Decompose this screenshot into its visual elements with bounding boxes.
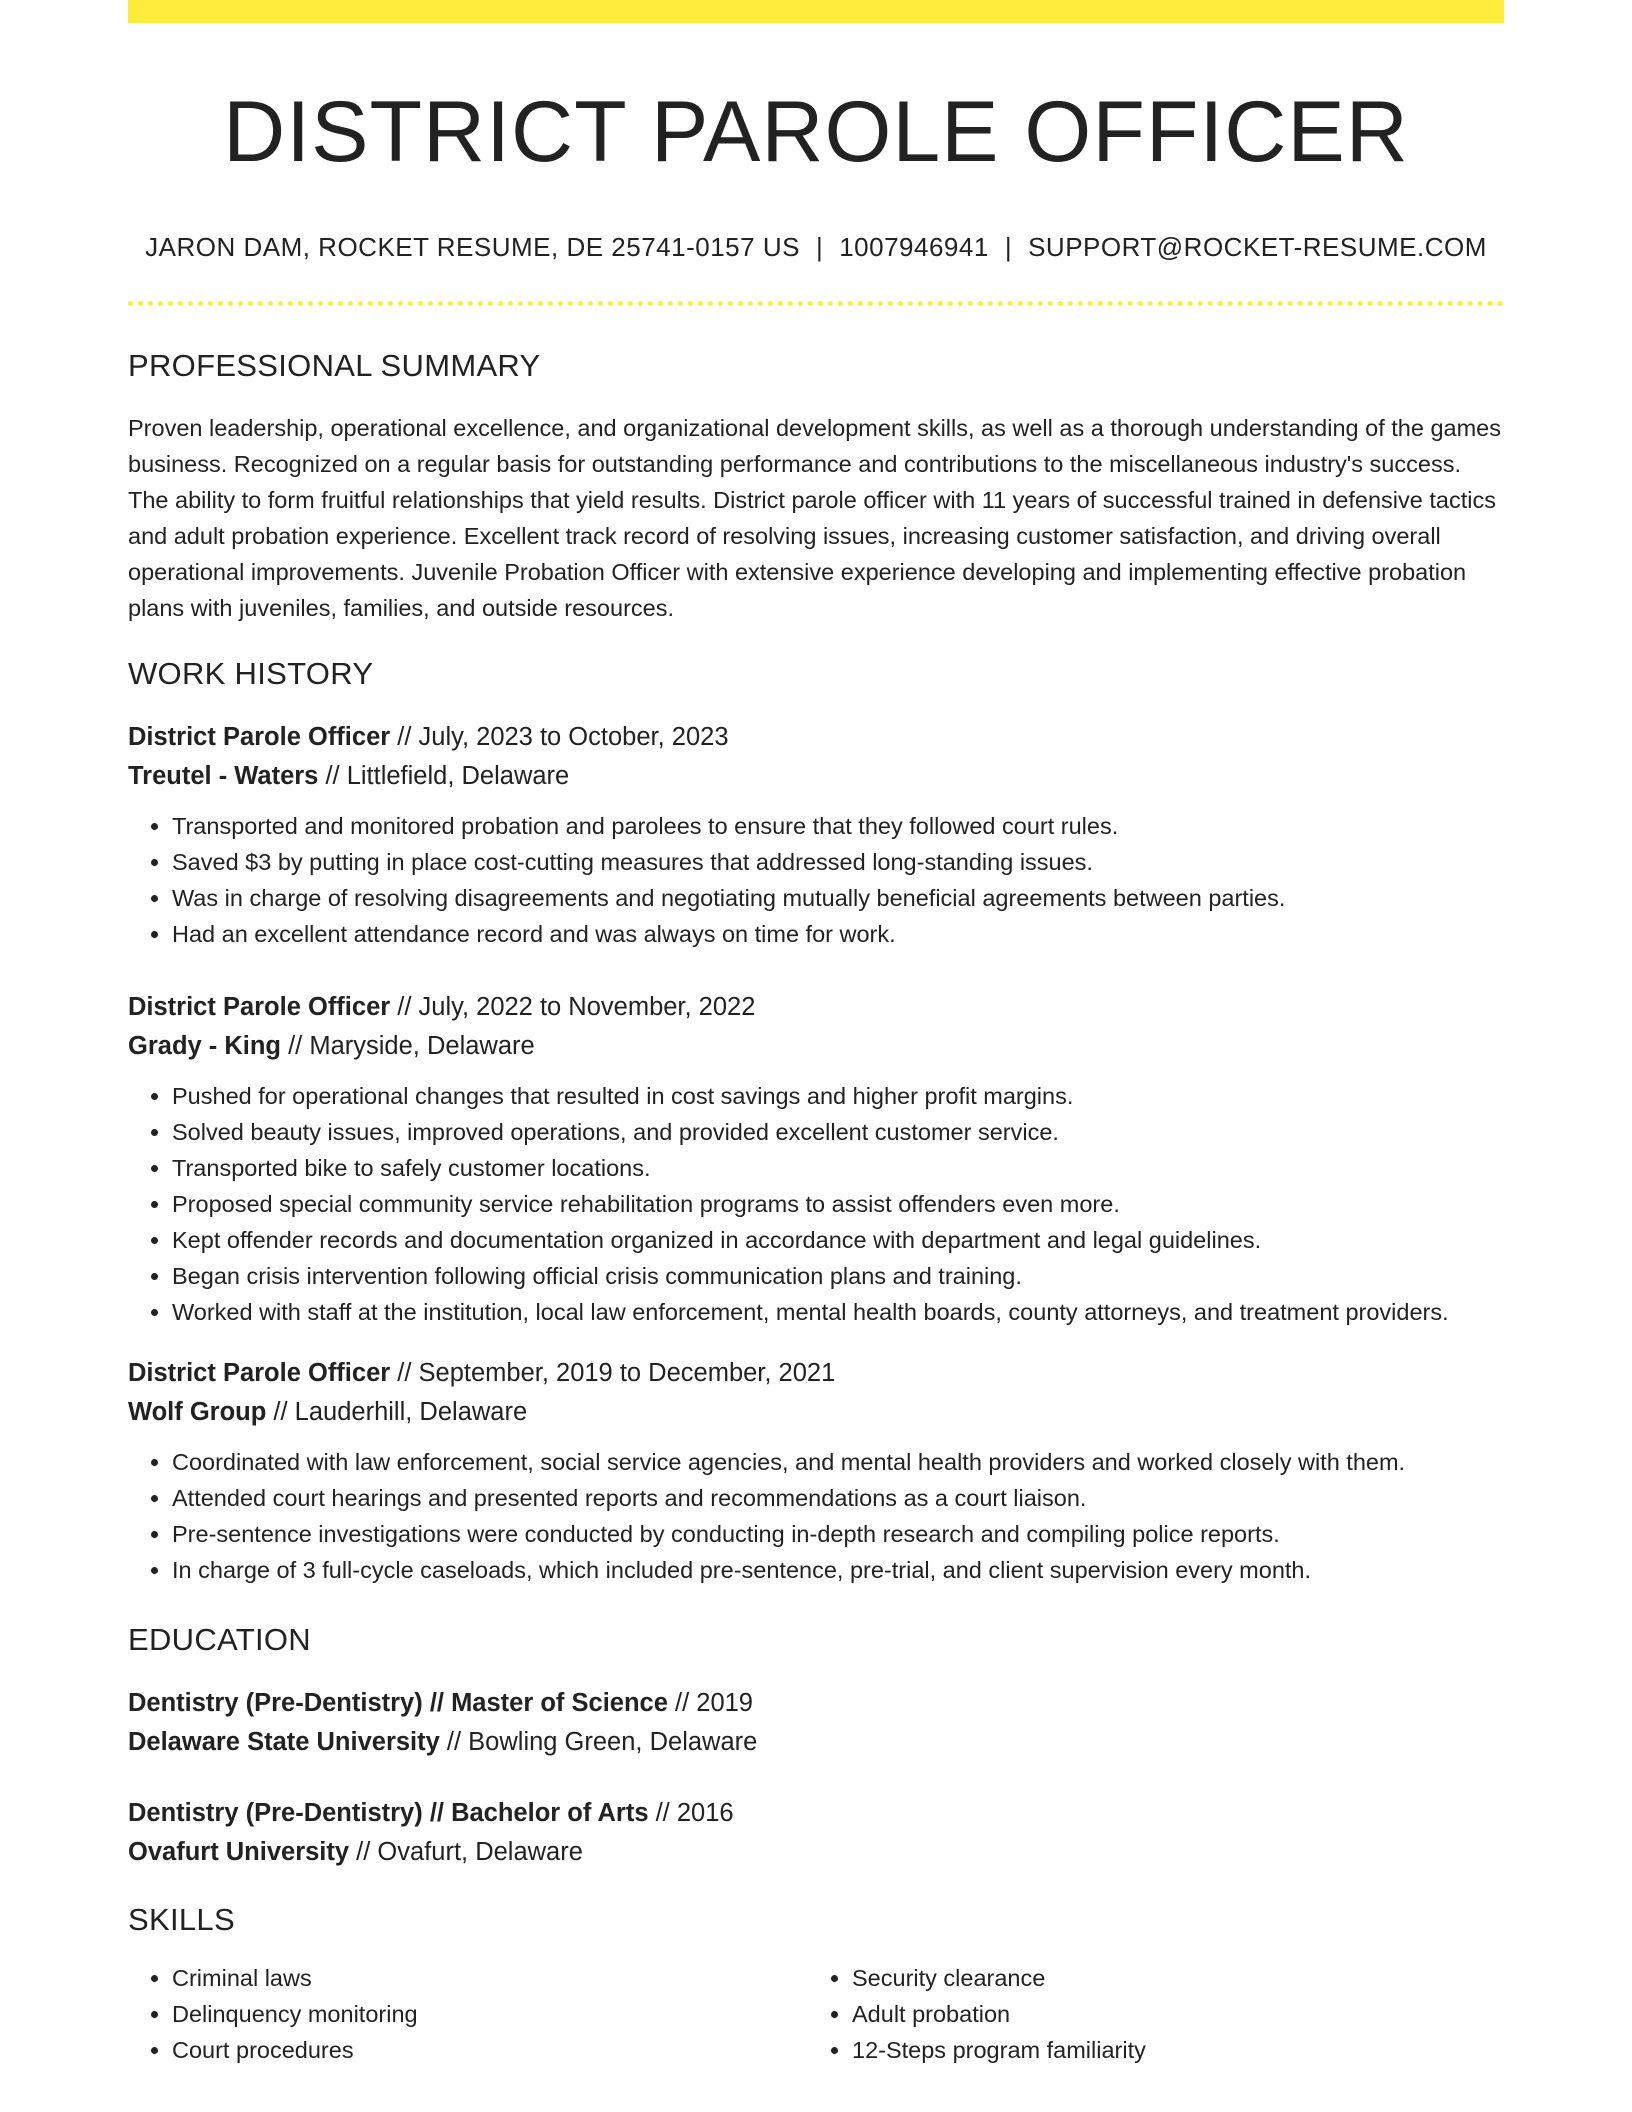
- contact-phone: 1007946941: [839, 231, 989, 262]
- job-bullet: • Pre-sentence investigations were conducted by conducting in-depth research and compiling police reports.: [172, 1516, 1504, 1552]
- job-title-line: [128, 988, 1504, 1027]
- resume-page: [128, 0, 1504, 2068]
- job-dates: // September, 2019 to December, 2021: [390, 1358, 836, 1387]
- education-location: // Bowling Green, Delaware: [439, 1727, 758, 1756]
- job-location: // Maryside, Delaware: [281, 1031, 535, 1060]
- job-dates: // July, 2022 to November, 2022: [390, 992, 756, 1021]
- skill-item: • Delinquency monitoring: [172, 1996, 806, 2032]
- skill-item: • 12-Steps program familiarity: [852, 2032, 1486, 2068]
- job-bullet: • Worked with staff at the institution, local law enforcement, mental health boards, county attorneys, and treatment providers.: [172, 1294, 1504, 1330]
- job-company-line: [128, 1393, 1504, 1432]
- accent-top-bar: [128, 0, 1504, 23]
- job-title: District Parole Officer: [128, 1358, 391, 1387]
- dotted-divider: [128, 301, 1504, 306]
- job-location: // Lauderhill, Delaware: [266, 1397, 528, 1426]
- job-bullet: • Transported and monitored probation and parolees to ensure that they followed court rules.: [172, 808, 1504, 844]
- summary-heading: PROFESSIONAL SUMMARY: [128, 347, 541, 383]
- contact-email: SUPPORT@ROCKET-RESUME.COM: [1028, 231, 1487, 262]
- contact-separator: |: [1004, 231, 1013, 262]
- job-bullets: [128, 1078, 1504, 1330]
- job-title: District Parole Officer: [128, 992, 391, 1021]
- education-heading: EDUCATION: [128, 1621, 311, 1657]
- contact-address: JARON DAM, ROCKET RESUME, DE 25741-0157 US: [145, 231, 800, 262]
- job-dates: // July, 2023 to October, 2023: [390, 722, 729, 751]
- job-entry: [128, 718, 1504, 952]
- job-title: District Parole Officer: [128, 722, 391, 751]
- education-entry: [128, 1794, 1504, 1872]
- job-bullet: • Pushed for operational changes that resulted in cost savings and higher profit margins.: [172, 1078, 1504, 1114]
- resume-title: DISTRICT PAROLE OFFICER: [223, 84, 1409, 180]
- skill-item: • Security clearance: [852, 1960, 1486, 1996]
- education-year: // 2019: [667, 1688, 753, 1717]
- job-bullet: • Attended court hearings and presented reports and recommendations as a court liaison.: [172, 1480, 1504, 1516]
- job-bullet: • Proposed special community service rehabilitation programs to assist offenders even more.: [172, 1186, 1504, 1222]
- job-bullet: • Solved beauty issues, improved operations, and provided excellent customer service.: [172, 1114, 1504, 1150]
- job-entry: [128, 988, 1504, 1330]
- job-company-line: [128, 757, 1504, 796]
- job-bullet: • Began crisis intervention following official crisis communication plans and training.: [172, 1258, 1504, 1294]
- skills-heading: SKILLS: [128, 1901, 235, 1937]
- education-degree: Dentistry (Pre-Dentistry) // Master of Science: [128, 1688, 668, 1717]
- job-bullet: • Coordinated with law enforcement, social service agencies, and mental health providers and worked closely with them.: [172, 1444, 1504, 1480]
- job-bullet: • Kept offender records and documentation organized in accordance with department and legal guidelines.: [172, 1222, 1504, 1258]
- job-title-line: [128, 1354, 1504, 1393]
- skill-item: • Criminal laws: [172, 1960, 806, 1996]
- education-entry: [128, 1684, 1504, 1762]
- skills-list: [128, 1960, 1504, 2068]
- job-company: Grady - King: [128, 1031, 282, 1060]
- job-title-line: [128, 718, 1504, 757]
- job-company-line: [128, 1027, 1504, 1066]
- education-school: Ovafurt University: [128, 1837, 350, 1866]
- skills-column-right: [806, 1960, 1486, 2068]
- contact-separator: |: [815, 231, 824, 262]
- job-company: Wolf Group: [128, 1397, 267, 1426]
- job-location: // Littlefield, Delaware: [318, 761, 570, 790]
- summary-text: Proven leadership, operational excellence, and organizational development skills, as well as a thorough understanding of the games business. Recognized on a regular basis for outstanding performance and contributions to the miscellaneous industry's success. The ability to form fruitful relationships that yield results. District parole officer with 11 years of successful trained in defensive tactics and adult probation experience. Excellent track record of resolving issues, increasing customer satisfaction, and driving overall operational improvements. Juvenile Probation Officer with extensive experience developing and implementing effective probation plans with juveniles, families, and outside resources.: [128, 414, 1501, 621]
- skill-item: • Court procedures: [172, 2032, 806, 2068]
- education-degree-line: [128, 1794, 1504, 1833]
- education-degree-line: [128, 1684, 1504, 1723]
- job-bullets: [128, 808, 1504, 952]
- job-bullet: • In charge of 3 full-cycle caseloads, which included pre-sentence, pre-trial, and client supervision every month.: [172, 1552, 1504, 1588]
- education-school-line: [128, 1723, 1504, 1762]
- education-location: // Ovafurt, Delaware: [349, 1837, 583, 1866]
- job-bullet: • Saved $3 by putting in place cost-cutting measures that addressed long-standing issues.: [172, 844, 1504, 880]
- education-degree: Dentistry (Pre-Dentistry) // Bachelor of Arts: [128, 1798, 649, 1827]
- work-history-heading: WORK HISTORY: [128, 655, 374, 691]
- job-entry: [128, 1354, 1504, 1588]
- education-school-line: [128, 1833, 1504, 1872]
- education-school: Delaware State University: [128, 1727, 440, 1756]
- job-company: Treutel - Waters: [128, 761, 319, 790]
- job-bullets: [128, 1444, 1504, 1588]
- skills-column-left: [128, 1960, 806, 2068]
- job-bullet: • Transported bike to safely customer locations.: [172, 1150, 1504, 1186]
- skill-item: • Adult probation: [852, 1996, 1486, 2032]
- job-bullet: • Had an excellent attendance record and was always on time for work.: [172, 916, 1504, 952]
- contact-line: [128, 232, 1504, 263]
- education-year: // 2016: [648, 1798, 734, 1827]
- job-bullet: • Was in charge of resolving disagreements and negotiating mutually beneficial agreements between parties.: [172, 880, 1504, 916]
